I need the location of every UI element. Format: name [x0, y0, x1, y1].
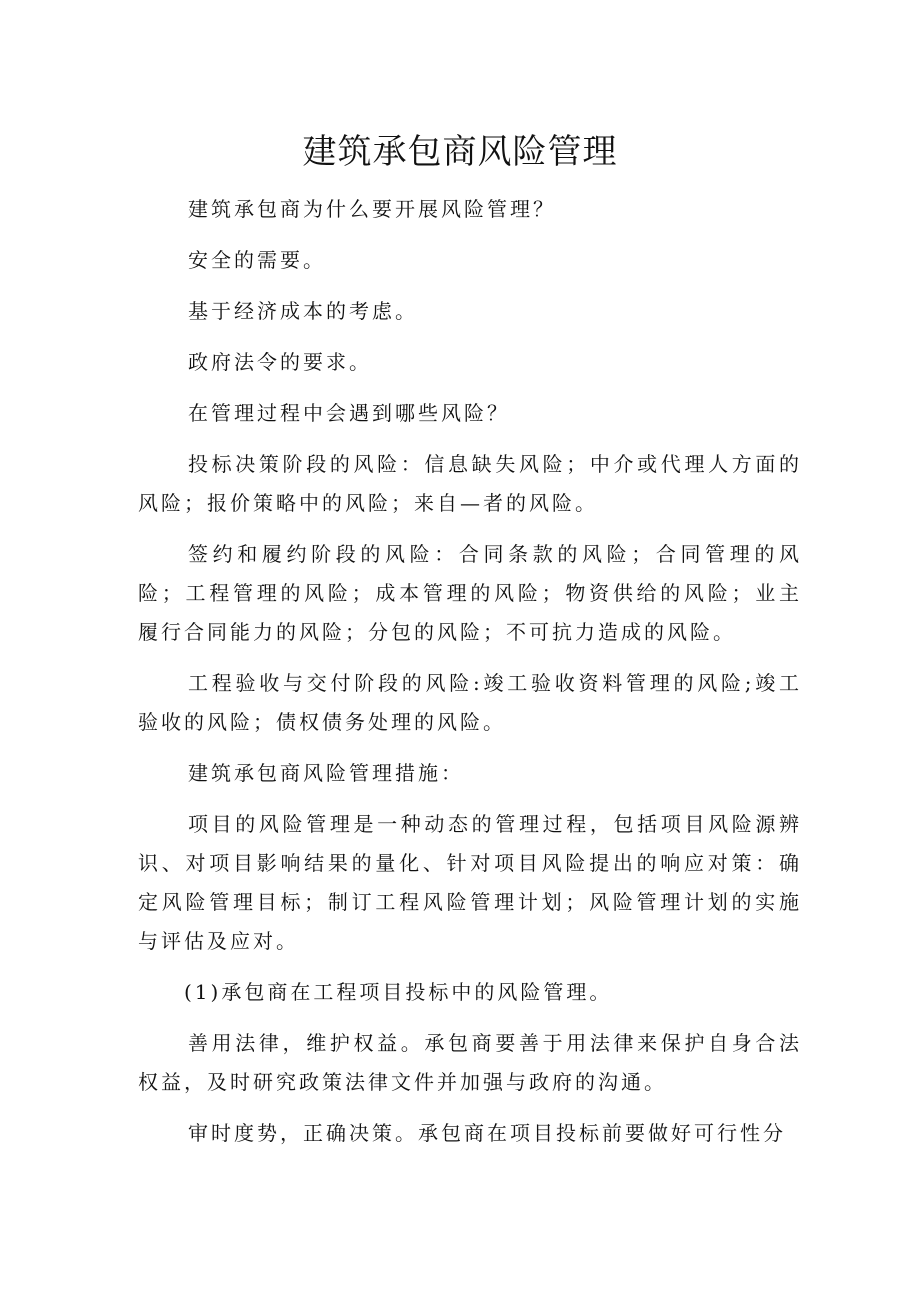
paragraph: 投标决策阶段的风险：信息缺失风险；中介或代理人方面的风险；报价策略中的风险；来自—者的风险。	[138, 452, 802, 515]
document-body	[138, 190, 802, 1165]
paragraph: 建筑承包商风险管理措施：	[188, 761, 464, 785]
paragraph: 安全的需要。	[188, 248, 326, 272]
paragraph: 在管理过程中会遇到哪些风险？	[188, 401, 510, 425]
section-heading: (1)承包商在工程项目投标中的风险管理。	[184, 980, 613, 1004]
paragraph: 审时度势，正确决策。承包商在项目投标前要做好可行性分	[188, 1121, 786, 1145]
document-title: 建筑承包商风险管理	[302, 132, 618, 172]
paragraph: 建筑承包商为什么要开展风险管理？	[188, 197, 556, 221]
paragraph: 善用法律，维护权益。承包商要善于用法律来保护自身合法权益，及时研究政策法律文件并加强与政府的沟通。	[138, 1031, 802, 1094]
paragraph: 项目的风险管理是一种动态的管理过程，包括项目风险源辨识、对项目影响结果的量化、针对项目风险提出的响应对策：确定风险管理目标；制订工程风险管理计划；风险管理计划的实施与评估及应对。	[138, 812, 802, 953]
paragraph: 签约和履约阶段的风险：合同条款的风险；合同管理的风险；工程管理的风险；成本管理的风险；物资供给的风险；业主履行合同能力的风险；分包的风险；不可抗力造成的风险。	[138, 542, 802, 644]
paragraph: 政府法令的要求。	[188, 350, 372, 374]
paragraph: 基于经济成本的考虑。	[188, 299, 418, 323]
paragraph: 工程验收与交付阶段的风险:竣工验收资料管理的风险;竣工验收的风险；债权债务处理的风险。	[138, 671, 802, 734]
